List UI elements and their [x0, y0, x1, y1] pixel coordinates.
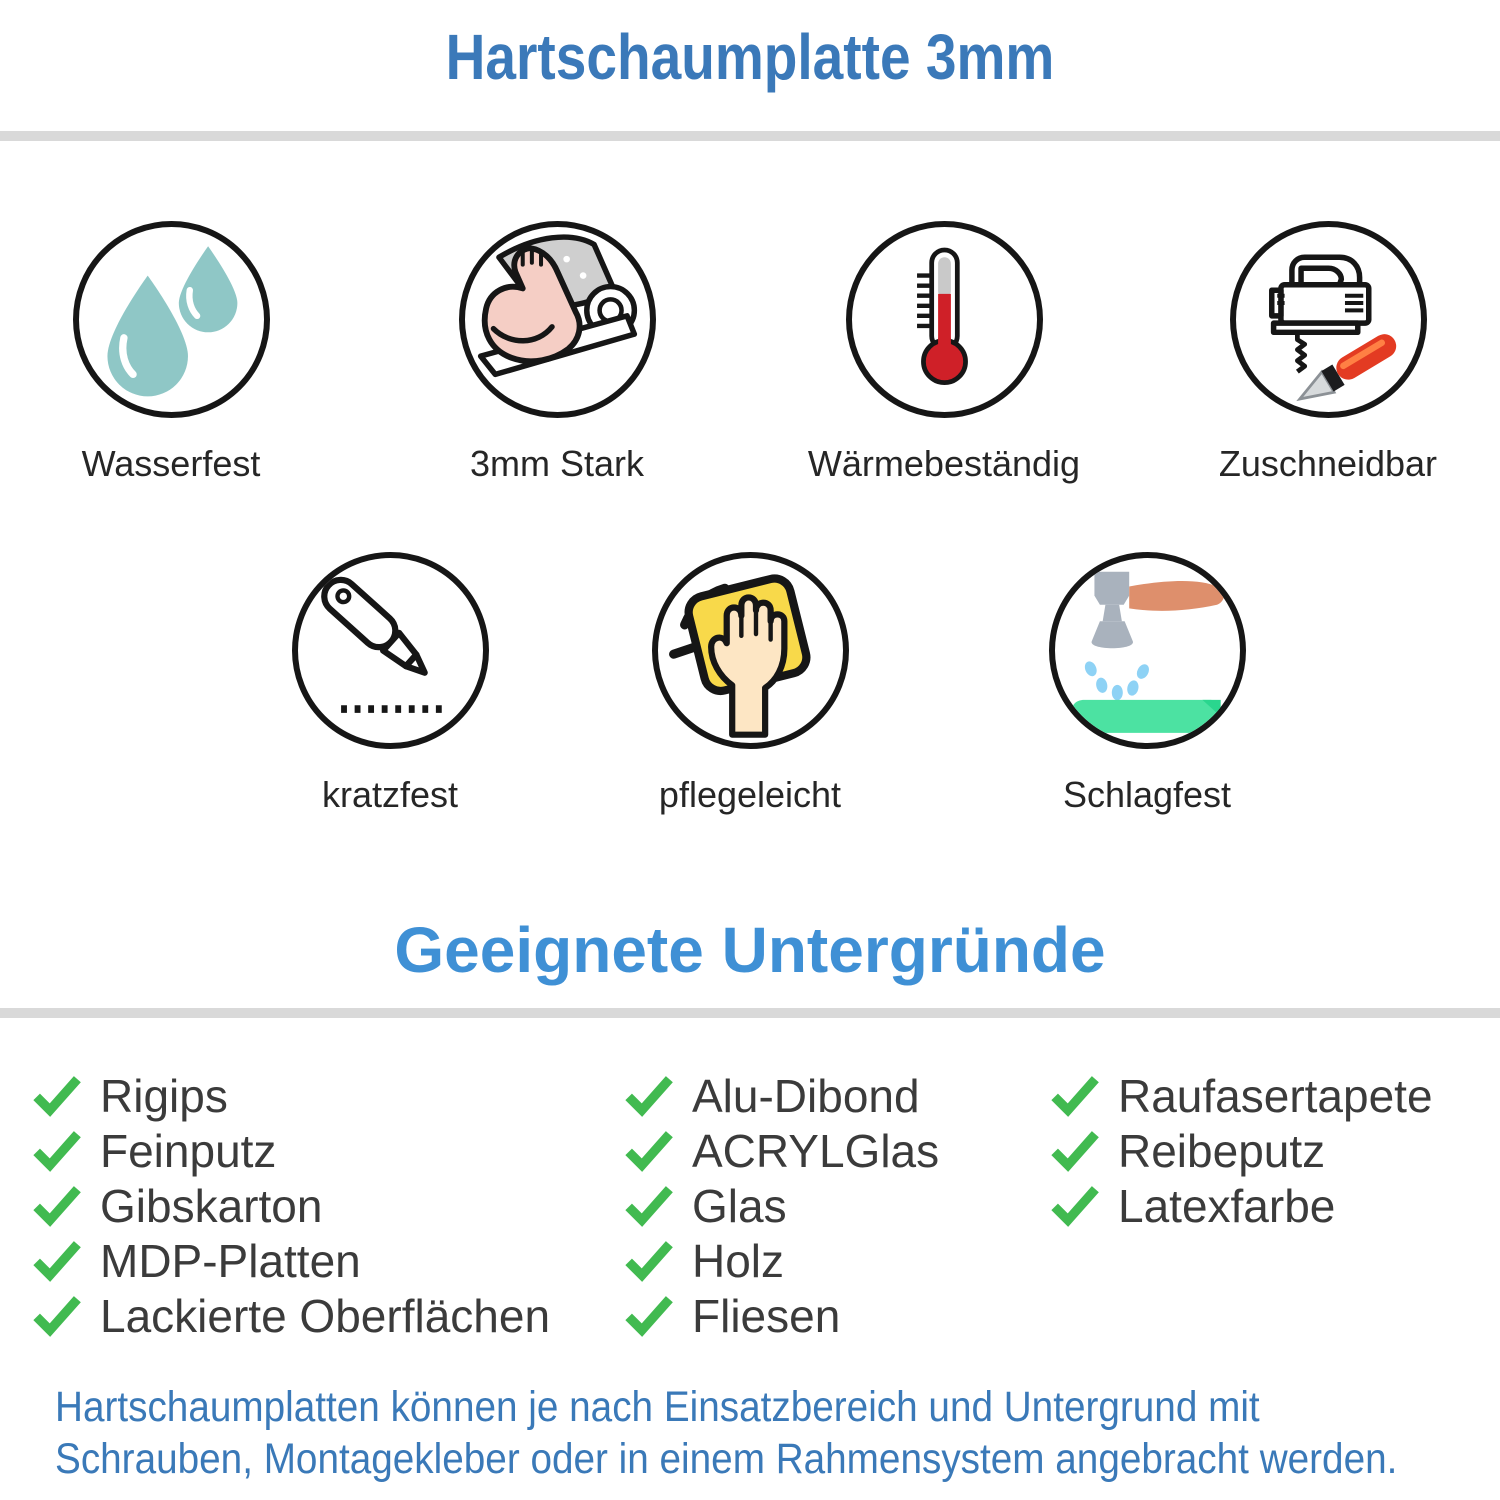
divider-middle	[0, 1008, 1500, 1018]
icon-circle	[1049, 552, 1246, 749]
list-item-label: Feinputz	[100, 1124, 277, 1177]
check-icon	[30, 1128, 84, 1174]
substrates-column-2	[622, 1068, 939, 1343]
feature-label: Zuschneidbar	[1218, 443, 1438, 484]
list-item	[1048, 1123, 1433, 1178]
feature-wasserfest	[0, 221, 351, 485]
feature-label: 3mm Stark	[469, 443, 645, 484]
feature-label: Schlagfest	[1062, 774, 1232, 815]
icon-circle	[652, 552, 849, 749]
list-item	[30, 1178, 550, 1233]
check-icon	[622, 1073, 676, 1119]
check-icon	[1048, 1073, 1102, 1119]
utility-knife-icon	[299, 559, 482, 742]
list-item-label: Lackierte Oberflächen	[100, 1289, 551, 1342]
list-item	[622, 1068, 939, 1123]
substrates-column-1	[30, 1068, 550, 1343]
cleaning-cloth-hand-icon	[659, 559, 842, 742]
check-icon	[622, 1128, 676, 1174]
jigsaw-icon	[1237, 228, 1420, 411]
check-icon	[622, 1238, 676, 1284]
substrates-heading: Geeignete Untergründe	[394, 914, 1106, 986]
feature-kratzfest	[210, 552, 570, 816]
feature-waermebestaendig	[764, 221, 1124, 485]
feature-pflegeleicht	[570, 552, 930, 816]
feature-label: kratzfest	[321, 774, 459, 815]
list-item	[622, 1288, 939, 1343]
page-title: Hartschaumplatte 3mm	[445, 21, 1055, 93]
list-item-label: Reibeputz	[1118, 1124, 1326, 1177]
water-drops-icon	[80, 228, 263, 411]
list-item-label: Fliesen	[692, 1289, 841, 1342]
icon-circle	[459, 221, 656, 418]
check-icon	[30, 1293, 84, 1339]
list-item	[30, 1068, 550, 1123]
feature-label: Wasserfest	[81, 443, 261, 484]
check-icon	[1048, 1183, 1102, 1229]
list-item-label: Latexfarbe	[1118, 1179, 1336, 1232]
feature-schlagfest	[967, 552, 1327, 816]
list-item-label: Gibskarton	[100, 1179, 323, 1232]
list-item	[1048, 1178, 1433, 1233]
substrates-list	[0, 1068, 1500, 1368]
list-item	[622, 1178, 939, 1233]
icon-circle	[846, 221, 1043, 418]
footer-line-1: Hartschaumplatten können je nach Einsatzbereich und Untergrund mit	[55, 1383, 1260, 1431]
list-item-label: Raufasertapete	[1118, 1069, 1433, 1122]
check-icon	[622, 1183, 676, 1229]
icon-circle	[73, 221, 270, 418]
substrates-column-3	[1048, 1068, 1433, 1233]
feature-label: pflegeleicht	[658, 774, 842, 815]
list-item-label: Holz	[692, 1234, 785, 1287]
hammer-icon	[1056, 559, 1239, 742]
list-item	[30, 1288, 550, 1343]
icon-circle	[292, 552, 489, 749]
list-item-label: Rigips	[100, 1069, 228, 1122]
check-icon	[30, 1238, 84, 1284]
list-item	[30, 1233, 550, 1288]
list-item	[30, 1123, 550, 1178]
list-item	[622, 1233, 939, 1288]
list-item-label: Alu-Dibond	[692, 1069, 920, 1122]
feature-zuschneidbar	[1148, 221, 1500, 485]
list-item	[622, 1123, 939, 1178]
check-icon	[30, 1073, 84, 1119]
icon-circle	[1230, 221, 1427, 418]
list-item-label: Glas	[692, 1179, 787, 1232]
thermometer-icon	[853, 228, 1036, 411]
footer-line-2: Schrauben, Montagekleber oder in einem Rahmensystem angebracht werden.	[55, 1435, 1398, 1483]
check-icon	[1048, 1128, 1102, 1174]
check-icon	[30, 1183, 84, 1229]
list-item-label: MDP-Platten	[100, 1234, 361, 1287]
muscle-arm-icon	[466, 228, 649, 411]
footer-note	[55, 1381, 1480, 1485]
divider-top	[0, 131, 1500, 141]
feature-label: Wärmebeständig	[807, 443, 1081, 484]
feature-3mm-stark	[377, 221, 737, 485]
list-item	[1048, 1068, 1433, 1123]
check-icon	[622, 1293, 676, 1339]
list-item-label: ACRYLGlas	[692, 1124, 940, 1177]
